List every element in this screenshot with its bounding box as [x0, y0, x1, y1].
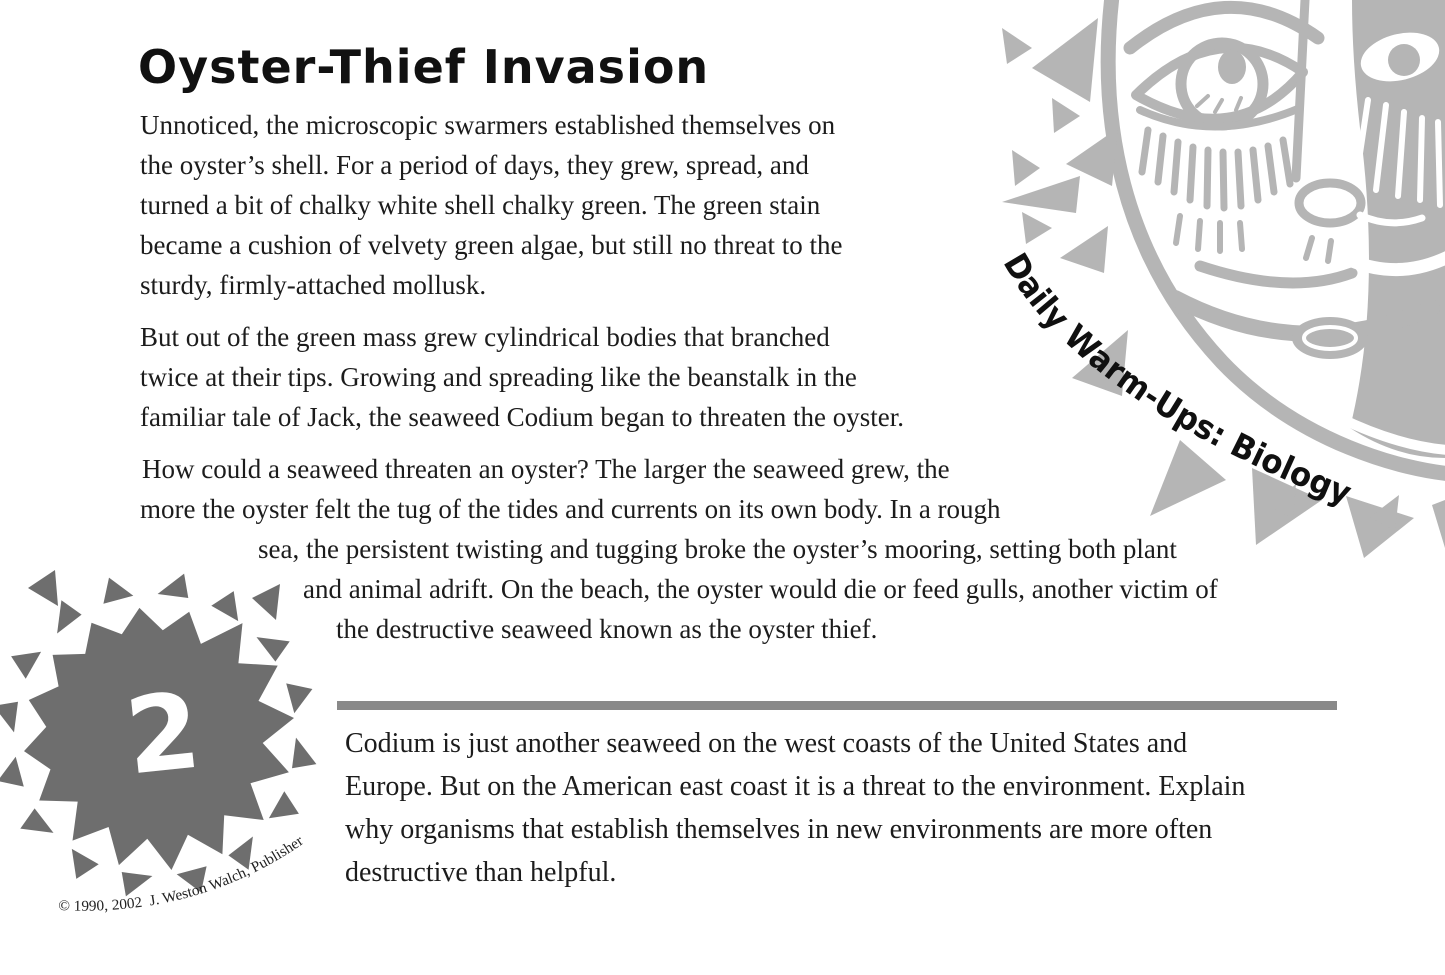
prompt-line: why organisms that establish themselves in new environments are more often	[345, 814, 1213, 845]
badge-ring-triangle	[103, 578, 133, 604]
story-line: How could a seaweed threaten an oyster? The larger the seaweed grew, the	[142, 454, 950, 484]
sun-nose	[1296, 0, 1361, 261]
divider-rule	[337, 701, 1337, 710]
sun-illustration	[996, 0, 1445, 558]
story-line: the destructive seaweed known as the oyster thief.	[336, 614, 878, 644]
prompt-line: Codium is just another seaweed on the west coasts of the United States and	[345, 728, 1188, 759]
badge-ring-triangle	[257, 637, 290, 662]
badge-ring-triangle	[57, 600, 82, 633]
badge-ring-triangle	[72, 849, 99, 879]
badge-ring-triangle	[286, 683, 312, 713]
lesson-badge	[0, 570, 316, 915]
badge-ring-triangle	[0, 702, 18, 733]
badge-ring-triangle	[0, 757, 24, 787]
badge-ring-triangle	[292, 738, 316, 769]
sun-cheek-hatching-lower	[1176, 216, 1242, 251]
sun-left-eye	[1130, 7, 1318, 126]
prompt-line: destructive than helpful.	[345, 857, 617, 888]
story-line: sturdy, firmly-attached mollusk.	[140, 270, 487, 300]
prompt-line: Europe. But on the American east coast it is a threat to the environment. Explain	[345, 771, 1246, 802]
badge-ring-triangle	[122, 872, 153, 896]
badge-stray-triangle	[252, 584, 280, 620]
story-line: twice at their tips. Growing and spreading like the beanstalk in the	[140, 362, 857, 392]
story-line: Unnoticed, the microscopic swarmers established themselves on	[140, 110, 836, 140]
badge-ring-triangle	[269, 791, 299, 818]
badge-number: 2	[120, 669, 206, 799]
story-line: familiar tale of Jack, the seaweed Codium began to threaten the oyster.	[140, 402, 904, 432]
story-line: more the oyster felt the tug of the tides and currents on its own body. In a rough	[140, 494, 1001, 524]
series-title-curved: Daily Warm-Ups: Biology	[995, 246, 1359, 514]
badge-ring-triangle	[20, 808, 53, 833]
badge-ring-triangle	[211, 591, 238, 621]
page-title: Oyster-Thief Invasion	[138, 40, 710, 94]
story-line: became a cushion of velvety green algae, but still no threat to the	[140, 230, 843, 260]
copyright-line: © 1990, 2002 J. Weston Walch, Publisher	[57, 833, 307, 915]
story-line: turned a bit of chalky white shell chalky green. The green stain	[140, 190, 821, 220]
sun-cheek-hatching	[1142, 130, 1290, 208]
badge-stray-triangle	[28, 570, 58, 606]
badge-ring-triangle	[158, 574, 189, 598]
badge-ring-triangle	[11, 652, 41, 679]
story-line: the oyster’s shell. For a period of days, they grew, spread, and	[140, 150, 809, 180]
story-line: and animal adrift. On the beach, the oyster would die or feed gulls, another victim of	[303, 574, 1218, 604]
story-line: sea, the persistent twisting and tugging broke the oyster’s mooring, setting both plant	[258, 534, 1177, 564]
story-line: But out of the green mass grew cylindrical bodies that branched	[140, 322, 830, 352]
